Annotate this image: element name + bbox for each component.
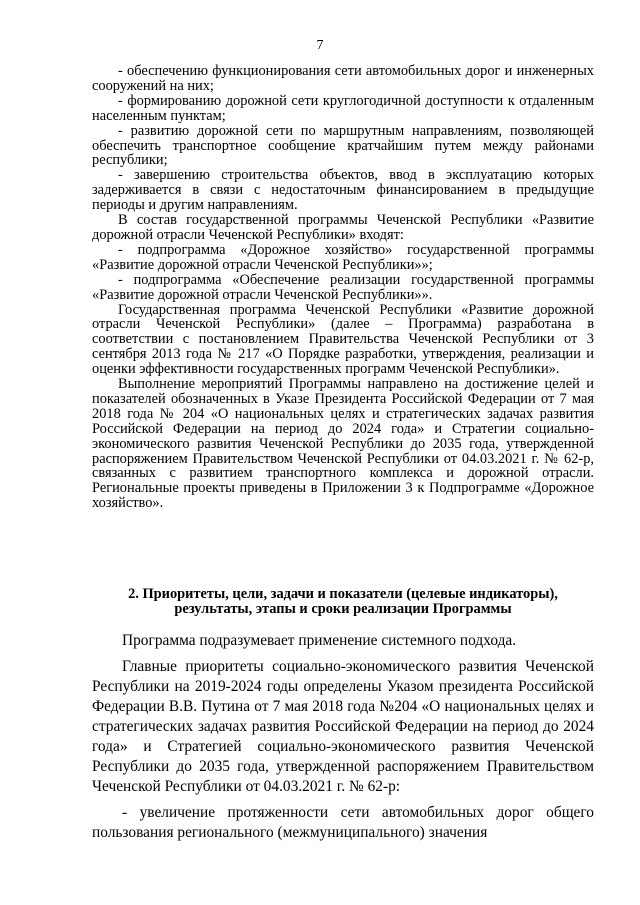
paragraph: Государственная программа Чеченской Республики «Развитие дорожной отрасли Чеченской Республики» (далее – Программа) разработана в соответствии с постановлением Правительства Чеченской Республики от 3 сентября 2013 года № 217 «О Порядке разработки, утверждения, реализации и оценки эффективности государственных программ Чеченской Республики». bbox=[92, 301, 594, 378]
paragraph: Программа подразумевает применение системного подхода. bbox=[122, 632, 517, 649]
list-item: - формированию дорожной сети круглогодичной доступности к отдаленным населенным пунктам; bbox=[92, 92, 594, 124]
list-item: - подпрограмма «Обеспечение реализации государственной программы «Развитие дорожной отрасли Чеченской Республики»». bbox=[92, 271, 594, 303]
section-heading-line: 2. Приоритеты, цели, задачи и показатели (целевые индикаторы), bbox=[128, 586, 558, 602]
list-item: - подпрограмма «Дорожное хозяйство» государственной программы «Развитие дорожной отрасли Чеченской Республики»»; bbox=[92, 241, 594, 273]
list-item: - развитию дорожной сети по маршрутным направлениям, позволяющей обеспечить транспортное сообщение кратчайшим путем между районами республики; bbox=[92, 122, 594, 169]
list-item: - завершению строительства объектов, ввод в эксплуатацию которых задерживается в связи с недостаточным финансированием в предыдущие периоды и другим направлениям. bbox=[92, 167, 594, 214]
page-number: 7 bbox=[316, 38, 324, 53]
paragraph: В состав государственной программы Чеченской Республики «Развитие дорожной отрасли Чеченской Республики» входят: bbox=[92, 212, 594, 243]
body-section-2 bbox=[92, 631, 594, 843]
paragraph: Главные приоритеты социально-экономического развития Чеченской Республики на 2019-2024 годы определены Указом президента Российской Федерации В.В. Путина от 7 мая 2018 года №204 «О национальных целях и стратегических задачах развития Российской Федерации на период до 2024 года» и Стратегией социально-экономического развития Чеченской Республики до 2035 года, утвержденной распоряжением Правительством Чеченской Республики от 04.03.2021 г. № 62-р: bbox=[92, 658, 594, 795]
list-item: - обеспечению функционирования сети автомобильных дорог и инженерных сооружений на них; bbox=[92, 63, 594, 94]
body-section-1 bbox=[92, 64, 594, 511]
section-heading bbox=[92, 587, 594, 617]
list-item: - увеличение протяженности сети автомобильных дорог общего пользования регионального (межмуниципального) значения bbox=[92, 804, 594, 841]
section-heading-line: результаты, этапы и сроки реализации Программы bbox=[174, 601, 512, 617]
paragraph: Выполнение мероприятий Программы направлено на достижение целей и показателей обозначенных в Указе Президента Российской Федерации от 7 мая 2018 года № 204 «О национальных целях и стратегических задачах развития Российской Федерации на период до 2024 года» и Стратегии социально-экономического развития Чеченской Республики до 2035 года, утвержденной распоряжением Правительством Чеченской Республики от 04.03.2021 г. № 62-р, связанных с развитием транспортного комплекса и дорожной отрасли. Региональные проекты приведены в Приложении 3 к Подпрограмме «Дорожное хозяйство». bbox=[92, 376, 594, 512]
